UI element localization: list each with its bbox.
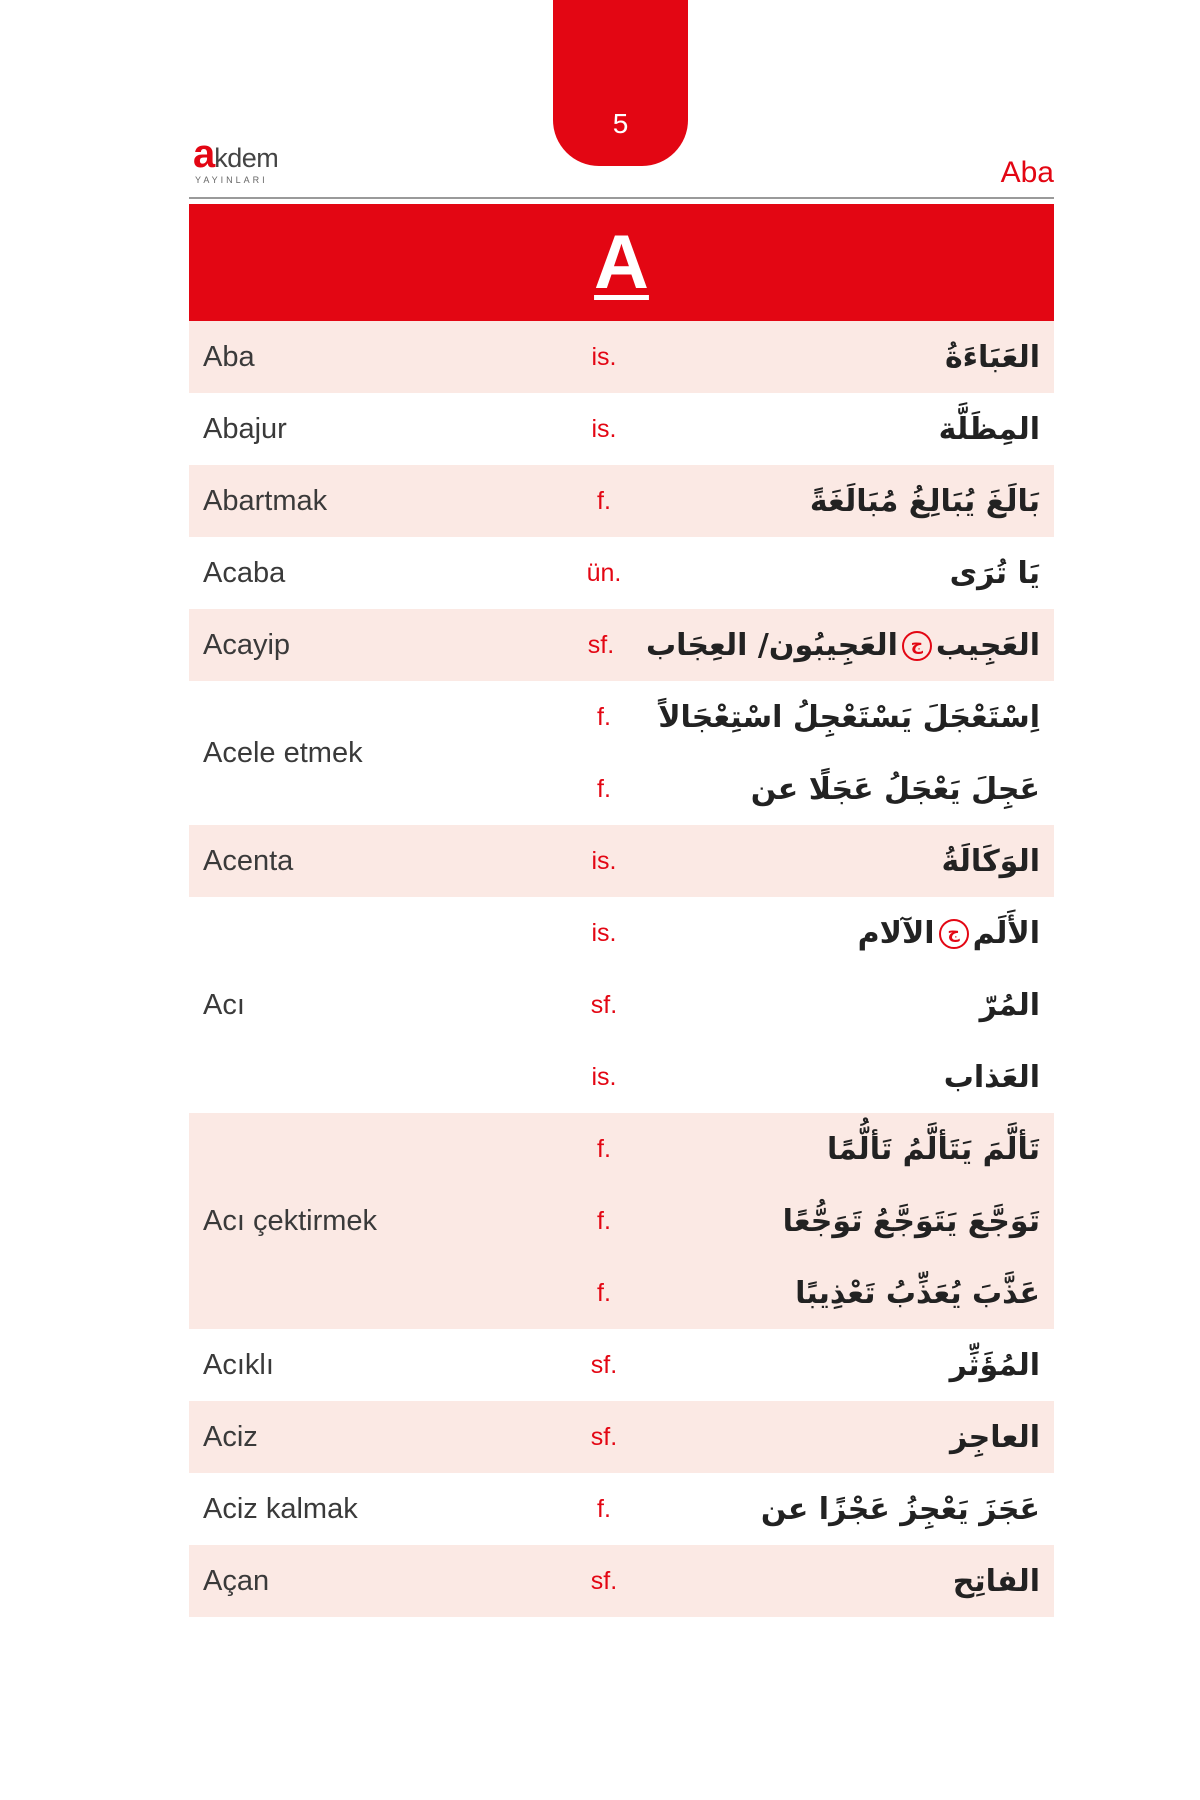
- turkish-headword: Acı: [203, 988, 245, 1021]
- sense-list: [559, 1473, 1054, 1545]
- arabic-translation: [649, 1276, 1054, 1311]
- turkish-headword: Acı çektirmek: [203, 1204, 378, 1237]
- turkish-headword: Aciz: [203, 1420, 258, 1453]
- turkish-headword: Acayip: [203, 628, 291, 661]
- part-of-speech: sf.: [590, 990, 618, 1019]
- part-of-speech: f.: [597, 1278, 611, 1307]
- arabic-text: اِسْتَعْجَلَ يَسْتَعْجِلُ اسْتِعْجَالاً: [658, 699, 1040, 735]
- logo-subtitle: YAYINLARI: [195, 175, 268, 185]
- arabic-text: تَوَجَّعَ يَتَوَجَّعُ تَوَجُّعًا: [782, 1203, 1040, 1239]
- arabic-text: العاجِز: [949, 1419, 1040, 1455]
- sense-list: [559, 897, 1054, 1113]
- dictionary-entry: [189, 1401, 1054, 1473]
- arabic-text: تَألَّمَ يَتَألَّمُ تَألُّمًا: [827, 1131, 1040, 1167]
- arabic-text: العَبَاءَةُ: [944, 339, 1040, 375]
- arabic-translation: [649, 916, 1054, 951]
- sense-row: [559, 1041, 1054, 1113]
- arabic-text: الأَلَم: [972, 915, 1040, 951]
- sense-list: [559, 825, 1054, 897]
- part-of-speech: ün.: [586, 558, 622, 587]
- dictionary-entry: [189, 465, 1054, 537]
- turkish-headword: Abartmak: [203, 484, 328, 517]
- part-of-speech: f.: [597, 1494, 611, 1523]
- part-of-speech: f.: [597, 486, 611, 515]
- arabic-translation: [649, 1204, 1054, 1239]
- sense-list: [559, 465, 1054, 537]
- part-of-speech: is.: [591, 414, 617, 443]
- arabic-plural-text: العَجِيبُون/ العِجَاب: [645, 627, 898, 663]
- sense-list: [556, 609, 1054, 681]
- sense-list: [559, 1401, 1054, 1473]
- part-of-speech: is.: [591, 846, 617, 875]
- arabic-translation: [649, 412, 1054, 447]
- logo-name: kdem: [214, 143, 279, 173]
- arabic-translation: [646, 628, 1054, 663]
- dictionary-entry: [189, 897, 1054, 1113]
- dictionary-entry: [189, 1473, 1054, 1545]
- part-of-speech: sf.: [587, 630, 615, 659]
- plural-marker-icon: ج: [902, 631, 932, 661]
- part-of-speech: sf.: [590, 1350, 618, 1379]
- arabic-translation: [649, 844, 1054, 879]
- sense-row: [559, 393, 1054, 465]
- turkish-headword: Abajur: [203, 412, 287, 445]
- part-of-speech: is.: [591, 1062, 617, 1091]
- arabic-translation: [649, 1564, 1054, 1599]
- logo-mark: a: [193, 132, 215, 176]
- arabic-translation: [649, 1132, 1054, 1167]
- publisher-logo: [193, 134, 303, 192]
- sense-row: [559, 897, 1054, 969]
- sense-list: [559, 1113, 1054, 1329]
- sense-row: [559, 1401, 1054, 1473]
- sense-row: [559, 753, 1054, 825]
- turkish-headword: Acıklı: [203, 1348, 274, 1381]
- sense-list: [559, 1545, 1054, 1617]
- dictionary-entry: [189, 1113, 1054, 1329]
- part-of-speech: is.: [591, 918, 617, 947]
- arabic-translation: [649, 556, 1054, 591]
- arabic-translation: [649, 484, 1054, 519]
- arabic-text: بَالَغَ يُبَالِغُ مُبَالَغَةً: [809, 483, 1040, 519]
- sense-list: [559, 1329, 1054, 1401]
- turkish-headword: Aciz kalmak: [203, 1492, 358, 1525]
- sense-row: [556, 609, 1054, 681]
- page-number-tab: [553, 0, 688, 166]
- sense-row: [559, 825, 1054, 897]
- sense-list: [559, 681, 1054, 825]
- turkish-headword: Acenta: [203, 844, 294, 877]
- sense-row: [559, 1257, 1054, 1329]
- section-letter: A: [594, 220, 649, 305]
- dictionary-entry: [189, 681, 1054, 825]
- arabic-text: المُؤَثِّر: [949, 1347, 1040, 1383]
- plural-marker-icon: ج: [939, 919, 969, 949]
- dictionary-entry: [189, 825, 1054, 897]
- sense-row: [559, 1473, 1054, 1545]
- part-of-speech: f.: [597, 1134, 611, 1163]
- dictionary-entry: [189, 1329, 1054, 1401]
- sense-row: [559, 1113, 1054, 1185]
- dictionary-entry: [189, 1545, 1054, 1617]
- arabic-translation: [649, 1492, 1054, 1527]
- turkish-headword: Açan: [203, 1564, 270, 1597]
- arabic-text: الفاتِح: [952, 1563, 1040, 1599]
- dictionary-entry: [189, 393, 1054, 465]
- turkish-headword: Acele etmek: [203, 736, 363, 769]
- part-of-speech: f.: [597, 1206, 611, 1235]
- arabic-text: عَجَزَ يَعْجِزُ عَجْزًا عن: [760, 1491, 1040, 1527]
- part-of-speech: is.: [591, 342, 617, 371]
- arabic-translation: [649, 772, 1054, 807]
- part-of-speech: f.: [597, 774, 611, 803]
- header-divider: [189, 197, 1054, 199]
- arabic-translation: [649, 1348, 1054, 1383]
- dictionary-entries: [189, 321, 1054, 1617]
- arabic-translation: [649, 1060, 1054, 1095]
- arabic-text: الوَكَالَةُ: [941, 843, 1040, 879]
- arabic-text: يَا تُرَى: [949, 555, 1040, 591]
- arabic-translation: [649, 340, 1054, 375]
- sense-list: [559, 321, 1054, 393]
- dictionary-entry: [189, 609, 1054, 681]
- sense-row: [559, 681, 1054, 753]
- arabic-text: المِظَلَّة: [938, 411, 1040, 447]
- sense-row: [559, 465, 1054, 537]
- arabic-plural-text: الآلام: [857, 915, 935, 951]
- sense-row: [559, 969, 1054, 1041]
- arabic-text: المُرّ: [979, 987, 1040, 1023]
- sense-list: [559, 537, 1054, 609]
- dictionary-entry: [189, 321, 1054, 393]
- arabic-translation: [649, 988, 1054, 1023]
- page-number: 5: [612, 108, 629, 139]
- arabic-text: العَذاب: [943, 1059, 1040, 1095]
- dictionary-entry: [189, 537, 1054, 609]
- arabic-translation: [649, 700, 1054, 735]
- part-of-speech: sf.: [590, 1422, 618, 1451]
- arabic-text: عَجِلَ يَعْجَلُ عَجَلًا عن: [750, 771, 1040, 807]
- turkish-headword: Acaba: [203, 556, 286, 589]
- part-of-speech: f.: [597, 702, 611, 731]
- sense-row: [559, 1185, 1054, 1257]
- sense-row: [559, 1329, 1054, 1401]
- running-head: Aba: [1000, 156, 1054, 189]
- turkish-headword: Aba: [203, 340, 255, 373]
- sense-list: [559, 393, 1054, 465]
- arabic-text: عَذَّبَ يُعَذِّبُ تَعْذِيبًا: [795, 1275, 1040, 1311]
- sense-row: [559, 321, 1054, 393]
- section-letter-banner: [189, 204, 1054, 321]
- sense-row: [559, 1545, 1054, 1617]
- sense-row: [559, 537, 1054, 609]
- arabic-translation: [649, 1420, 1054, 1455]
- part-of-speech: sf.: [590, 1566, 618, 1595]
- arabic-text: العَجِيب: [935, 627, 1040, 663]
